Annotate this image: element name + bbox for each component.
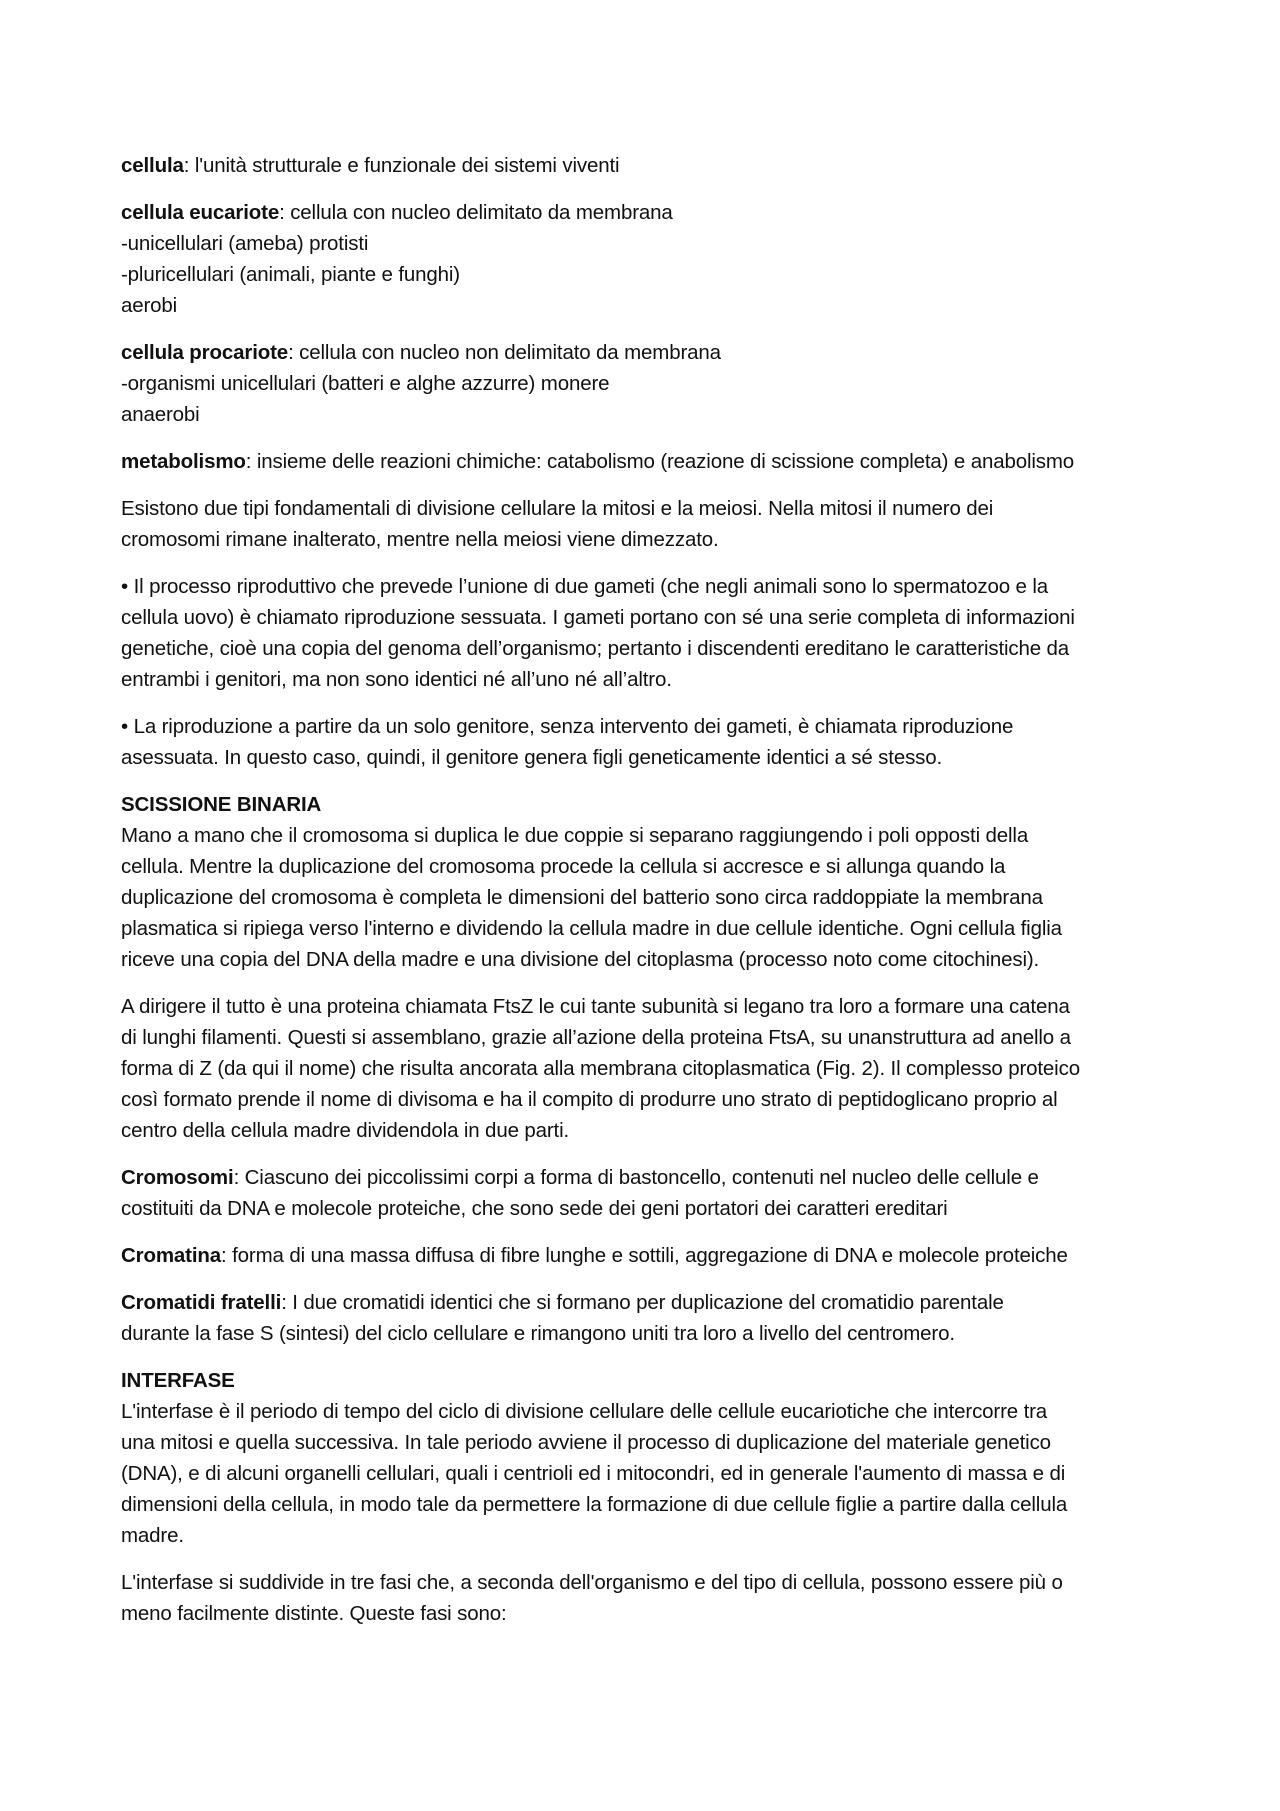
term-label: cellula procariote bbox=[121, 341, 289, 364]
term-label: Cromatidi fratelli bbox=[121, 1291, 282, 1314]
paragraph-cromatina bbox=[121, 1240, 1160, 1271]
paragraph-line: durante la fase S (sintesi) del ciclo cellulare e rimangono uniti tra loro a livello del centromero. bbox=[121, 1322, 955, 1345]
paragraph-cellula bbox=[121, 150, 1160, 181]
paragraph-line: così formato prende il nome di divisoma e ha il compito di produrre uno strato di peptidoglicano proprio al bbox=[121, 1088, 1058, 1111]
paragraph-line: cromosomi rimane inalterato, mentre nella meiosi viene dimezzato. bbox=[121, 528, 719, 551]
paragraph-cromatidi-fratelli bbox=[121, 1287, 1160, 1349]
term-definition: : forma di una massa diffusa di fibre lunghe e sottili, aggregazione di DNA e molecole proteiche bbox=[221, 1244, 1068, 1267]
paragraph-line bbox=[121, 1240, 1160, 1271]
term-label: cellula bbox=[121, 154, 184, 177]
term-definition: : I due cromatidi identici che si formano per duplicazione del cromatidio parentale bbox=[281, 1291, 1004, 1314]
paragraph-line: (DNA), e di alcuni organelli cellulari, quali i centrioli ed i mitocondri, ed in generale l'aumento di massa e di bbox=[121, 1462, 1066, 1485]
paragraph-line: aerobi bbox=[121, 294, 178, 317]
term-label: cellula eucariote bbox=[121, 201, 280, 224]
term-definition: : cellula con nucleo delimitato da membrana bbox=[279, 201, 673, 224]
paragraph-cellula-eucariote bbox=[121, 197, 1160, 321]
paragraph-line: Mano a mano che il cromosoma si duplica le due coppie si separano raggiungendo i poli opposti della bbox=[121, 824, 1029, 847]
term-label: Cromatina bbox=[121, 1244, 222, 1267]
section-scissione-binaria bbox=[121, 789, 1160, 975]
paragraph-line: entrambi i genitori, ma non sono identici né all’uno né all’altro. bbox=[121, 668, 672, 691]
term-label: metabolismo bbox=[121, 450, 246, 473]
paragraph-line: -pluricellulari (animali, piante e funghi) bbox=[121, 263, 460, 286]
paragraph-divisione-cellulare bbox=[121, 493, 1160, 555]
term-label: Cromosomi bbox=[121, 1166, 234, 1189]
term-definition: : insieme delle reazioni chimiche: catabolismo (reazione di scissione completa) e anabolismo bbox=[245, 450, 1075, 473]
paragraph-ftsz bbox=[121, 991, 1160, 1146]
paragraph-riproduzione-asessuata bbox=[121, 711, 1160, 773]
paragraph-line: madre. bbox=[121, 1524, 184, 1547]
paragraph-line: plasmatica si ripiega verso l'interno e dividendo la cellula madre in due cellule identiche. Ogni cellula figlia bbox=[121, 917, 1062, 940]
paragraph-line bbox=[121, 150, 1160, 181]
paragraph-line: • Il processo riproduttivo che prevede l’unione di due gameti (che negli animali sono lo spermatozoo e la bbox=[121, 575, 1048, 598]
paragraph-line: cellula uovo) è chiamato riproduzione sessuata. I gameti portano con sé una serie completa di informazioni bbox=[121, 606, 1075, 629]
paragraph-line bbox=[121, 1287, 1160, 1318]
paragraph-fasi-interfase bbox=[121, 1567, 1160, 1629]
paragraph-line: una mitosi e quella successiva. In tale periodo avviene il processo di duplicazione del materiale genetico bbox=[121, 1431, 1051, 1454]
paragraph-line bbox=[121, 337, 1160, 368]
paragraph-line: duplicazione del cromosoma è completa le dimensioni del batterio sono circa raddoppiate la membrana bbox=[121, 886, 1043, 909]
paragraph-line: cellula. Mentre la duplicazione del cromosoma procede la cellula si accresce e si allunga quando la bbox=[121, 855, 1006, 878]
paragraph-line: genetiche, cioè una copia del genoma dell’organismo; pertanto i discendenti ereditano le caratteristiche da bbox=[121, 637, 1070, 660]
section-heading: SCISSIONE BINARIA bbox=[121, 793, 322, 816]
paragraph-line: L'interfase si suddivide in tre fasi che, a seconda dell'organismo e del tipo di cellula, possono essere più o bbox=[121, 1571, 1063, 1594]
section-heading: INTERFASE bbox=[121, 1369, 235, 1392]
term-definition: : cellula con nucleo non delimitato da membrana bbox=[288, 341, 721, 364]
paragraph-line: centro della cellula madre dividendola in due parti. bbox=[121, 1119, 570, 1142]
paragraph-line: -organismi unicellulari (batteri e alghe azzurre) monere bbox=[121, 372, 610, 395]
term-definition: : Ciascuno dei piccolissimi corpi a forma di bastoncello, contenuti nel nucleo delle cellule e bbox=[233, 1166, 1039, 1189]
paragraph-line: L'interfase è il periodo di tempo del ciclo di divisione cellulare delle cellule eucariotiche che intercorre tra bbox=[121, 1400, 1048, 1423]
paragraph-line: asessuata. In questo caso, quindi, il genitore genera figli geneticamente identici a sé stesso. bbox=[121, 746, 943, 769]
paragraph-line: A dirigere il tutto è una proteina chiamata FtsZ le cui tante subunità si legano tra loro a formare una catena bbox=[121, 995, 1070, 1018]
paragraph-line: forma di Z (da qui il nome) che risulta ancorata alla membrana citoplasmatica (Fig. 2). Il complesso proteico bbox=[121, 1057, 1080, 1080]
paragraph-line: meno facilmente distinte. Queste fasi sono: bbox=[121, 1602, 507, 1625]
paragraph-riproduzione-sessuata bbox=[121, 571, 1160, 695]
paragraph-line: riceve una copia del DNA della madre e una divisione del citoplasma (processo noto come citochinesi). bbox=[121, 948, 1040, 971]
paragraph-line bbox=[121, 446, 1160, 477]
paragraph-line: • La riproduzione a partire da un solo genitore, senza intervento dei gameti, è chiamata riproduzione bbox=[121, 715, 1014, 738]
paragraph-cellula-procariote bbox=[121, 337, 1160, 430]
paragraph-line: Esistono due tipi fondamentali di divisione cellulare la mitosi e la meiosi. Nella mitosi il numero dei bbox=[121, 497, 994, 520]
section-interfase bbox=[121, 1365, 1160, 1551]
paragraph-line bbox=[121, 197, 1160, 228]
paragraph-line: di lunghi filamenti. Questi si assemblano, grazie all’azione della proteina FtsA, su unanstruttura ad anello a bbox=[121, 1026, 1071, 1049]
paragraph-line bbox=[121, 1162, 1160, 1193]
term-definition: : l'unità strutturale e funzionale dei sistemi viventi bbox=[183, 154, 620, 177]
paragraph-line: dimensioni della cellula, in modo tale da permettere la formazione di due cellule figlie a partire dalla cellula bbox=[121, 1493, 1068, 1516]
paragraph-line: anaerobi bbox=[121, 403, 200, 426]
paragraph-line: -unicellulari (ameba) protisti bbox=[121, 232, 369, 255]
paragraph-line: costituiti da DNA e molecole proteiche, che sono sede dei geni portatori dei caratteri ereditari bbox=[121, 1197, 948, 1220]
paragraph-metabolismo bbox=[121, 446, 1160, 477]
paragraph-cromosomi bbox=[121, 1162, 1160, 1224]
